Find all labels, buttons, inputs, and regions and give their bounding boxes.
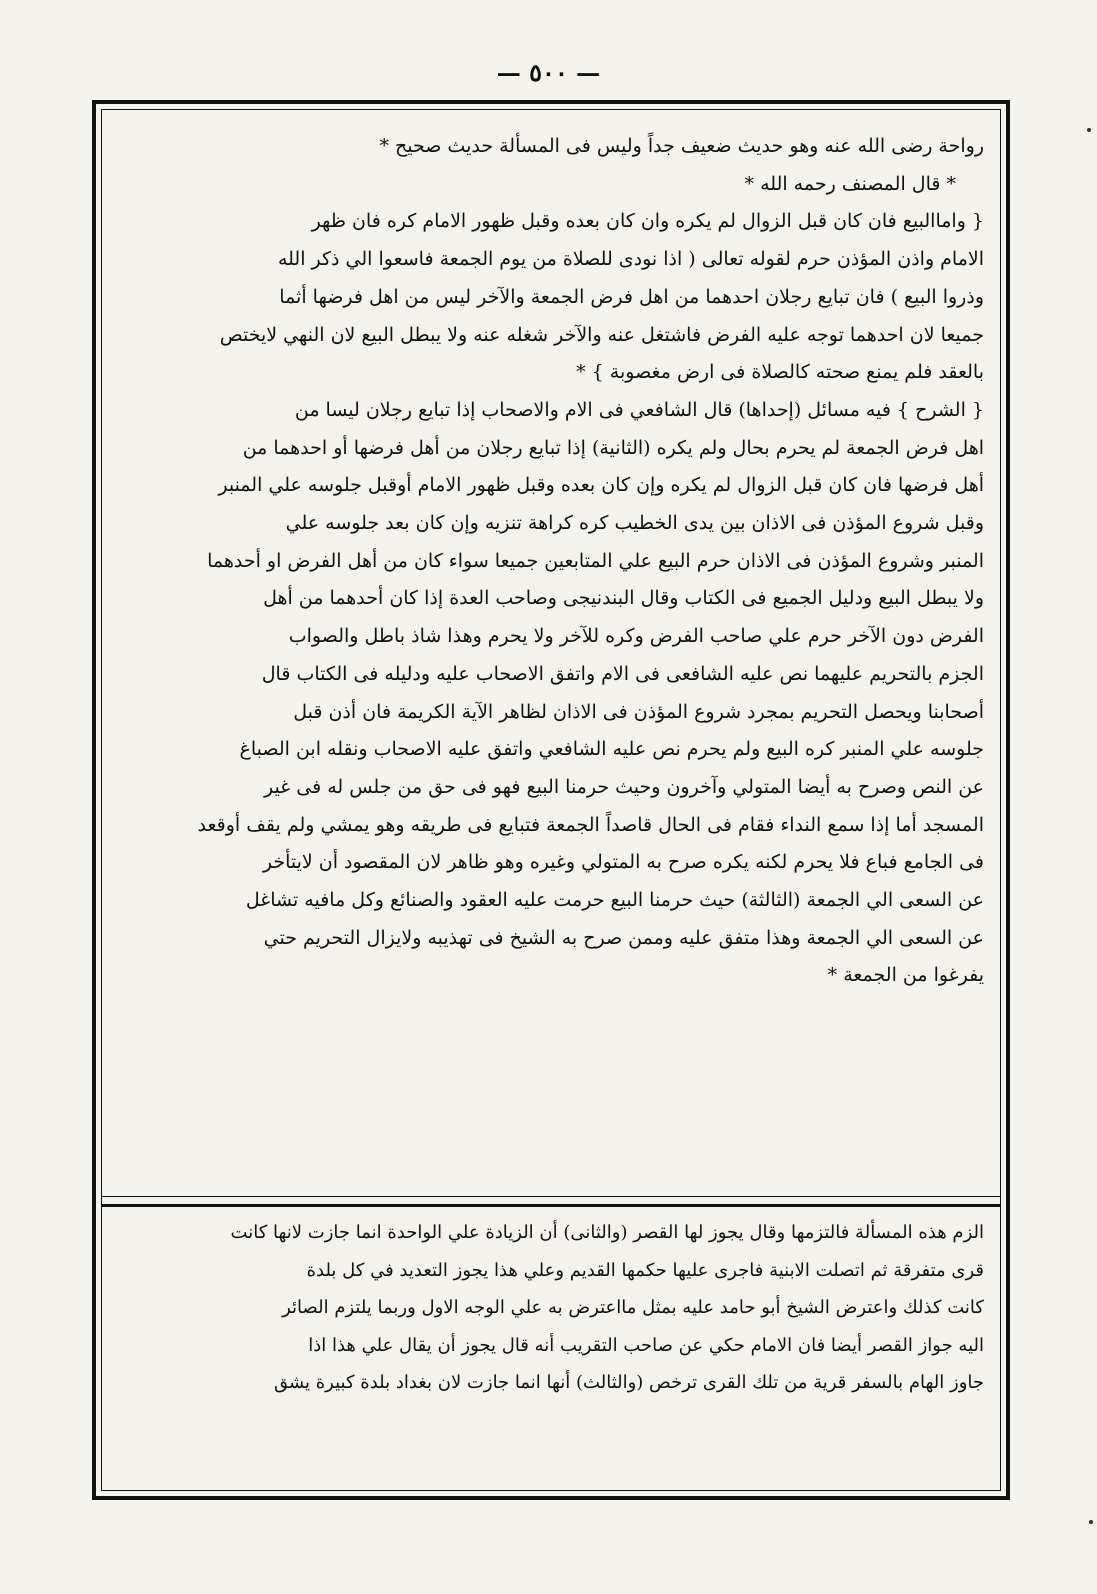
text-line: { الشرح } فيه مسائل (إحداها) قال الشافعي فى الام والاصحاب إذا تبايع رجلان ليسا من: [294, 398, 984, 421]
text-line: أهل فرضها فان كان قبل الزوال لم يكره وإن كان بعده وقبل ظهور الامام أوقبل جلوسه علي المنبر: [218, 474, 984, 497]
margin-mark: [1089, 1520, 1093, 1524]
text-line: الجزم بالتحريم عليهما نص عليه الشافعى فى الام واتفق الاصحاب عليه ودليله فى الكتاب قال: [261, 662, 984, 685]
text-line: يفرغوا من الجمعة *: [827, 964, 984, 987]
footnote-text: [118, 1214, 984, 1402]
text-line: عن السعى الي الجمعة وهذا متفق عليه وممن صرح به الشيخ فى تهذيبه ولايزال التحريم حتي: [263, 926, 984, 949]
footnote-line: الزم هذه المسألة فالتزمها وقال يجوز لها القصر (والثانى) أن الزيادة علي الواحدة انما جازت لانها كانت: [230, 1222, 984, 1243]
text-line: فى الجامع فباع فلا يحرم لكنه يكره صرح به المتولي وغيره وهو ظاهر لان المقصود أن لايتأخر: [262, 851, 984, 874]
text-line: الامام واذن المؤذن حرم لقوله تعالى ( اذا نودى للصلاة من يوم الجمعة فاسعوا الي ذكر الله: [277, 248, 984, 271]
text-line: جلوسه علي المنبر كره البيع ولم يحرم نص عليه الشافعي واتفق عليه الاصحاب ونقله ابن الصباغ: [239, 738, 984, 761]
text-line: وقبل شروع المؤذن فى الاذان بين يدى الخطيب كره كراهة تنزيه وإن كان بعد جلوسه علي: [285, 512, 984, 535]
text-line: الفرض دون الآخر حرم علي صاحب الفرض وكره للآخر ولا يحرم وهذا شاذ باطل والصواب: [288, 625, 984, 648]
footnote-line: اليه جواز القصر أيضا فان الامام حكي عن صاحب التقريب أنه قال يجوز أن يقال علي هذا اذا: [308, 1334, 984, 1356]
footnote-separator-thick: [101, 1204, 1001, 1207]
footnote-line: كانت كذلك واعترض الشيخ أبو حامد عليه بمثل مااعترض به علي الوجه الاول وربما يلتزم الصائر: [282, 1297, 984, 1318]
footnote-separator: [101, 1196, 1001, 1197]
text-line: المنبر وشروع المؤذن فى الاذان حرم البيع علي المتابعين جميعا سواء كان من أهل الفرض او أحدهما: [207, 549, 984, 572]
text-line: وذروا البيع ) فان تبايع رجلان احدهما من اهل فرض الجمعة والآخر ليس من اهل فرضها أثما: [279, 285, 984, 308]
footnote-line: جاوز الهام بالسفر قرية من تلك القرى ترخص (والثالث) أنها انما جازت لان بغداد بلدة كبيرة يشق: [273, 1372, 984, 1393]
text-line: المسجد أما إذا سمع النداء فقام فى الحال قاصداً الجمعة فتبايع فى طريقه وهو يمشي ولم يقف أوقعد: [197, 813, 984, 836]
text-line: رواحة رضى الله عنه وهو حديث ضعيف جداً وليس فى المسألة حديث صحيح *: [379, 135, 984, 157]
text-line: جميعا لان احدهما توجه عليه الفرض فاشتغل عنه والآخر شغله عنه ولا يبطل البيع لان النهي لايختص: [219, 323, 984, 346]
text-line: { واماالبيع فان كان قبل الزوال لم يكره وان كان بعده وقبل ظهور الامام كره فان ظهر: [311, 210, 984, 233]
text-line: عن السعى الي الجمعة (الثالثة) حيث حرمنا البيع حرمت عليه العقود والصنائع وكل مافيه تشاغل: [245, 889, 984, 912]
footnote-line: قرى متفرقة ثم اتصلت الابنية فاجرى عليها حكمها القديم وعلي هذا يجوز التعديد في كل بلدة: [306, 1259, 984, 1281]
text-line: * قال المصنف رحمه الله *: [744, 172, 956, 195]
margin-mark: [1087, 128, 1091, 132]
text-line: بالعقد فلم يمنع صحته كالصلاة فى ارض مغصوبة } *: [576, 361, 984, 384]
main-text: [118, 128, 984, 995]
text-line: أصحابنا ويحصل التحريم بمجرد شروع المؤذن فى الاذان لظاهر الآية الكريمة فان أذن قبل: [293, 700, 984, 723]
text-line: عن النص وصرح به أيضا المتولي وآخرون وحيث حرمنا البيع فهو فى حق من جلس له فى غير: [264, 775, 984, 798]
text-line: اهل فرض الجمعة لم يحرم بحال ولم يكره (الثانية) إذا تبايع رجلان من أهل فرضها أو احدهما من: [242, 436, 984, 459]
page-number: — ٥٠٠ —: [496, 58, 601, 87]
text-line: ولا يبطل البيع ودليل الجميع فى الكتاب وقال البندنيجى وصاحب العدة إذا كان أحدهما من أهل: [263, 587, 984, 610]
